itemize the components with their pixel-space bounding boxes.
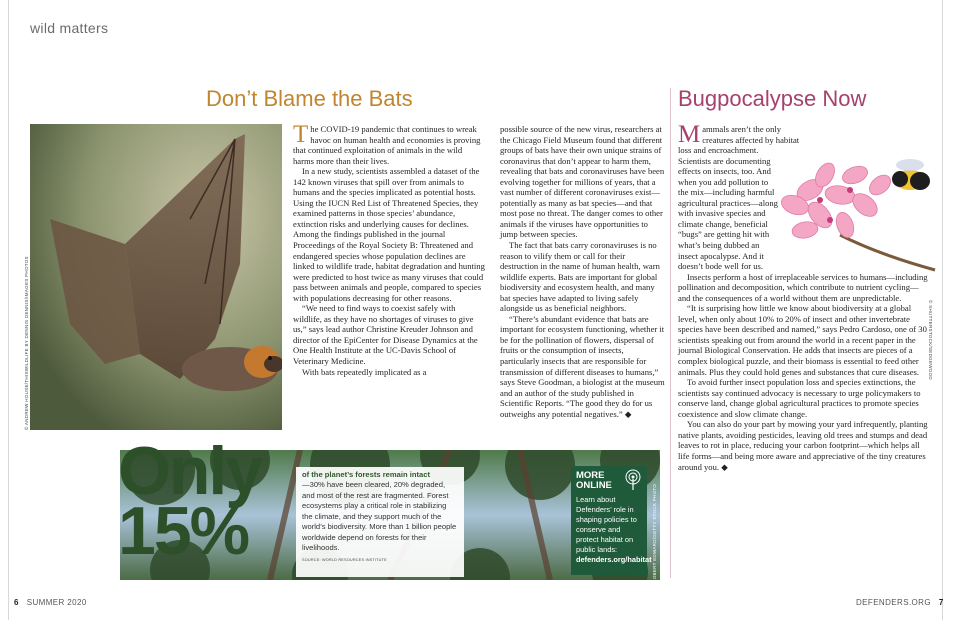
bats-paragraph: possible source of the new virus, researchers at the Chicago Field Museum found that different groups of bats have their own unique strains of coronavirus that don’t appear to harm them, revealing that bats and coronaviruses have been evolving together for millions of years, that a vast number of different coronaviruses exist—potentially as many as bat species—and that most pose no threat. The danger comes to other animals if the viruses have opportunities to jump between species.	[500, 124, 665, 240]
broadcast-icon	[624, 469, 642, 496]
bats-paragraph: “We need to find ways to coexist safely with wildlife, as they have no shortages of viruses to give us,” says lead author Christine Kreuder Johnson and director of the EpiCenter for Disease Dynamics at the One Health Institute at the UC-Davis School of Veterinary Medicine.	[293, 303, 478, 367]
issue-label: SUMMER 2020	[26, 598, 87, 607]
bug-photo-credit: © SHUTTERSTOCK/SEDGEWOOD	[928, 300, 933, 380]
more-online-title-line1: MORE	[576, 470, 605, 481]
forest-fact-body: —30% have been cleared, 20% degraded, and most of the rest are fragmented. Forest ecosystems play a critical role in stabilizing the climate, and they support much of the world’s biodiversity. More than 1 billion people worldwide depend on forests for their livelihoods.	[302, 480, 457, 552]
more-online-box	[571, 466, 652, 575]
strip-photo-credit: © ROBERT EDWARD/GETTY STOCK PHOTO	[652, 483, 657, 588]
bug-column	[678, 121, 928, 472]
forest-fact-lead: of the planet’s forests remain intact	[302, 470, 430, 479]
only-word: Only	[118, 433, 262, 509]
site-label: DEFENDERS.ORG	[856, 598, 931, 607]
bats-column-2	[500, 124, 665, 419]
bats-paragraph: In a new study, scientists assembled a dataset of the 142 known viruses that spill over from animals to humans and the species implicated as potential hosts. Using the IUCN Red List of Threatened Species, they examined patterns in those species’ abundance, extinction risks and underlying causes for declines. Among the findings published in the journal Proceedings of the Royal Society B: Threatened and endangered species whose population declines are linked to wildlife trade, habitat degradation and hunting were predicted to host twice as many viruses that could pass between animals and people, compared to species with populations decreasing for other reasons.	[293, 166, 485, 303]
bug-paragraph: You can also do your part by mowing your yard infrequently, planting native plants, avoiding pesticides, leaving old trees and stumps and dead leaves to rot in place, reducing your carbon footprint—which helps all life forms—and being more aware and appreciative of the tiny creatures around you. ◆	[678, 419, 928, 472]
right-footer	[856, 598, 944, 607]
bats-headline: Don’t Blame the Bats	[206, 86, 413, 111]
bats-paragraph: he COVID-19 pandemic that continues to wreak havoc on human health and economies is proving that continued exploitation of animals in the wild harms more than their lives.	[293, 124, 481, 166]
more-online-text: Learn about Defenders’ role in shaping policies to conserve and protect habitat on public lands:	[576, 495, 637, 554]
bug-headline: Bugpocalypse Now	[678, 86, 867, 111]
percent-figure: 15%	[118, 493, 249, 569]
bats-paragraph: The fact that bats carry coronaviruses is no reason to vilify them or call for their destruction in the name of human health, warn wildlife experts. Bats are important for global biodiversity and ecosystem health, and many bat species have adapted to living safely alongside us as beneficial neighbors.	[500, 240, 660, 314]
right-page-number: 7	[938, 598, 944, 607]
bats-dropcap: T	[293, 121, 309, 148]
bats-column-1	[293, 121, 485, 377]
column-divider	[670, 88, 671, 578]
bug-dropcap: M	[678, 121, 701, 148]
left-footer	[14, 598, 87, 607]
section-tag: wild matters	[30, 20, 109, 36]
bug-paragraph: To avoid further insect population loss and species extinctions, the scientists say continued advocacy is necessary to urge policymakers to conserve land, change global agricultural practices to promote species coexistence and slow climate change.	[678, 377, 921, 419]
flying-fox-illustration	[30, 124, 282, 430]
bug-paragraph: ammals aren’t the only creatures affected by habitat loss and encroachment. Scientists are documenting effects on insects, too. And when you add pollution to the mix—including harmful agricultural practices—along with invasive species and climate change, beneficial “bugs” are getting hit with what’s being dubbed an insect apocalypse. And it doesn’t bode well for us.	[678, 124, 800, 272]
photo-wrap-space	[778, 124, 928, 266]
bat-photo	[30, 124, 282, 430]
more-online-body	[576, 495, 652, 565]
forest-fact-box	[296, 467, 464, 577]
bat-photo-credit: © ANDREW HOUSE/THISWILDLIFE BY DENNIS DENNIS/IMAGES PHOTOS	[24, 256, 29, 430]
bats-paragraph: “There’s abundant evidence that bats are important for ecosystem functioning, whether it be for the pollination of flowers, dispersal of fruits or the consumption of insects, particularly insects that are responsible for transmission of different diseases to humans,” says Steve Goodman, a biologist at the museum and an author of the study published in Scientific Reports. “The good they do for us outweighs any potential negatives.” ◆	[500, 313, 665, 419]
bug-paragraph: “It is surprising how little we know about biodiversity at a global level, when only about 10% to 20% of insect and other invertebrate species have been described and named,” says Pedro Cardoso, one of 30 scientists speaking out from around the world in a recent paper in the journal Biological Conservation. He adds that insects are pieces of a complex biological puzzle, and their biomass is essential to feed other animals. Plus they could hold genes and substances that cure diseases.	[678, 303, 927, 377]
only-15-percent-graphic	[118, 433, 262, 569]
right-page-edge	[942, 0, 943, 620]
more-online-title-line2: ONLINE	[576, 480, 612, 491]
left-page-edge	[8, 0, 9, 620]
bug-paragraph: Insects perform a host of irreplaceable services to humans—including pollination and decomposition, which contribute to nutrient cycling—and the consequences of a world without them are unpredictable.	[678, 271, 928, 303]
left-page-number: 6	[14, 598, 19, 607]
forest-fact-source: SOURCE: WORLD RESOURCES INSTITUTE	[302, 557, 387, 562]
more-online-link[interactable]: defenders.org/habitat	[576, 555, 652, 564]
bats-paragraph: With bats repeatedly implicated as a	[302, 366, 427, 377]
